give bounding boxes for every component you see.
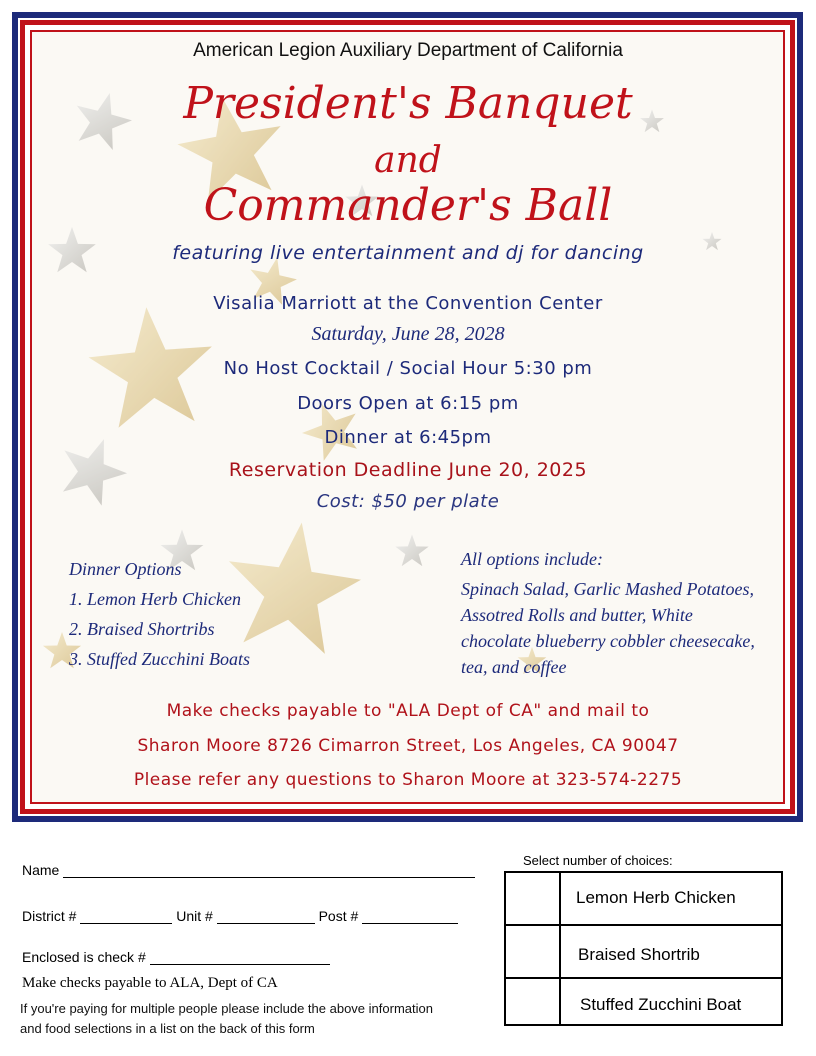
choice-row-stuffed-zucchini-boat bbox=[506, 977, 781, 1024]
choices-heading: Select number of choices: bbox=[523, 853, 673, 868]
included-items bbox=[461, 546, 781, 680]
includes-heading: All options include: bbox=[461, 549, 603, 569]
event-date: Saturday, June 28, 2028 bbox=[311, 323, 505, 345]
choice-count-box[interactable] bbox=[506, 873, 561, 924]
title-line-2: and bbox=[374, 140, 442, 181]
dinner-option-item: 3. Stuffed Zucchini Boats bbox=[69, 649, 250, 669]
featuring-line: featuring live entertainment and dj for dancing bbox=[172, 242, 644, 264]
unit-label: Unit # bbox=[176, 908, 213, 924]
post-blank[interactable] bbox=[362, 909, 458, 924]
choice-row-braised-shortrib bbox=[506, 924, 781, 977]
dinner-option-item: 2. Braised Shortribs bbox=[69, 619, 215, 639]
choice-label: Lemon Herb Chicken bbox=[576, 888, 736, 907]
includes-line: chocolate blueberry cobbler cheesecake, bbox=[461, 631, 755, 651]
district-blank[interactable] bbox=[80, 909, 172, 924]
reservation-deadline: Reservation Deadline June 20, 2025 bbox=[228, 459, 588, 481]
org-name: American Legion Auxiliary Department of California bbox=[193, 40, 623, 61]
check-label: Enclosed is check # bbox=[22, 949, 146, 965]
name-label: Name bbox=[22, 862, 60, 878]
dinner-options bbox=[69, 554, 250, 674]
title-line-3: Commander's Ball bbox=[203, 180, 613, 231]
multi-person-note-2: and food selections in a list on the back of this form bbox=[20, 1021, 315, 1036]
choice-row-lemon-herb-chicken bbox=[506, 873, 781, 924]
cost: Cost: $50 per plate bbox=[316, 491, 500, 512]
name-field[interactable] bbox=[22, 862, 475, 878]
name-blank[interactable] bbox=[63, 863, 475, 878]
choice-count-box[interactable] bbox=[506, 979, 561, 1024]
district-unit-post-row bbox=[22, 908, 458, 924]
includes-line: Assotred Rolls and butter, White bbox=[461, 605, 693, 625]
unit-blank[interactable] bbox=[217, 909, 315, 924]
multi-person-note-1: If you're paying for multiple people please include the above information bbox=[20, 1001, 433, 1016]
post-label: Post # bbox=[318, 908, 359, 924]
choice-label: Braised Shortrib bbox=[578, 945, 700, 964]
choices-table bbox=[504, 871, 783, 1026]
title-line-1: President's Banquet bbox=[183, 78, 633, 129]
contact-line: Please refer any questions to Sharon Moore at 323-574-2275 bbox=[133, 770, 683, 790]
includes-line: tea, and coffee bbox=[461, 657, 567, 677]
venue: Visalia Marriott at the Convention Center bbox=[213, 293, 603, 314]
check-field[interactable] bbox=[22, 949, 330, 965]
payable-note: Make checks payable to ALA, Dept of CA bbox=[22, 975, 278, 991]
includes-line: Spinach Salad, Garlic Mashed Potatoes, bbox=[461, 579, 754, 599]
payment-address: Sharon Moore 8726 Cimarron Street, Los Angeles, CA 90047 bbox=[137, 736, 679, 756]
dinner-options-heading: Dinner Options bbox=[69, 559, 182, 579]
check-blank[interactable] bbox=[150, 950, 330, 965]
doors-open: Doors Open at 6:15 pm bbox=[297, 393, 519, 414]
dinner-option-item: 1. Lemon Herb Chicken bbox=[69, 589, 241, 609]
district-label: District # bbox=[22, 908, 77, 924]
dinner-time: Dinner at 6:45pm bbox=[324, 427, 492, 448]
choice-count-box[interactable] bbox=[506, 926, 561, 977]
cocktail-hour: No Host Cocktail / Social Hour 5:30 pm bbox=[223, 358, 593, 379]
payment-line-1: Make checks payable to "ALA Dept of CA" and mail to bbox=[166, 701, 650, 721]
choice-label: Stuffed Zucchini Boat bbox=[580, 995, 742, 1014]
